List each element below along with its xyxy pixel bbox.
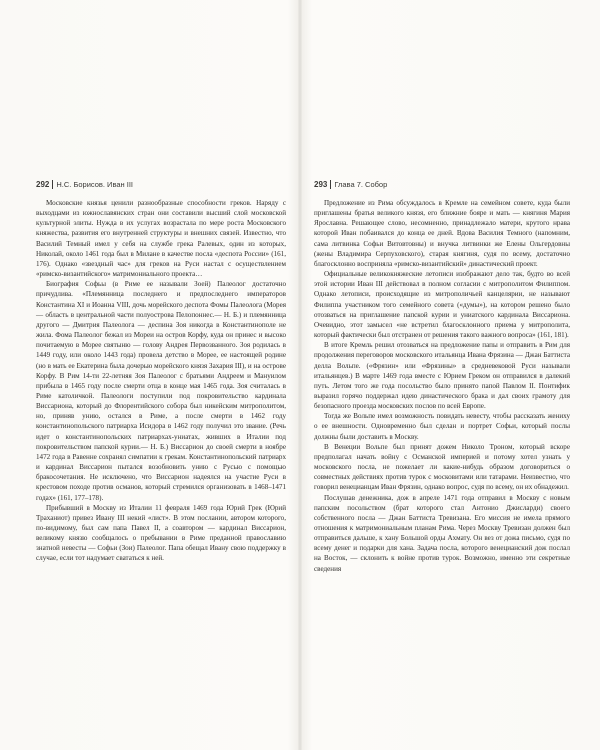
right-paragraph-1: Предложение из Рима обсуждалось в Кремле на семейном совете, куда были приглашены братья великого князя, его ближние бояре и мать — княгиня Мария Ярославна. Решающее слово, несомненно, принадлежало матери, крутого нрава которой Иван побаивался до конца ее дней. Вдова Василия Темного (напомним, сама литвинка Софьи Витовтовны) и внучка литвинки же Елены Ольгердовны (жены Владимира Серпуховского), старая княгиня, судя по всему, достаточно благосклонно восприняла «римско-византийский» династический проект.	[314, 199, 570, 268]
right-paragraph-5: В Венеции Вольпе был принят дожем Николо Троном, который вскоре предполагал начать войну с Османской империей и потому хотел узнать у московского посла, не пожелает ли какие-нибудь образом договориться о совместных действиях против турок с московитами или татарами. Неизвестно, что говорил венецианцам Иван Фрязин, однако вопрос, судя по всему, он их обнадежил.	[314, 442, 570, 492]
right-page	[302, 0, 600, 750]
left-running-head: Н.С. Борисов. Иван III	[56, 179, 133, 189]
right-running-head: Глава 7. Собор	[334, 179, 388, 189]
left-body-text	[36, 198, 286, 564]
right-body-text	[314, 198, 570, 574]
right-paragraph-3: В итоге Кремль решил отозваться на предложение папы и отправить в Рим для продолжения переговоров московского итальянца Ивана Фрязина — Джан Баттиста делла Вольпе. («Фрязин» или «Фрязины» в средневековой Руси называли итальянцев.) В марте 1469 года вместе с Юрием Греком он отправился в далекий путь. Летом того же года посольство было принято папой Павлом II. Понтифик выразил горячо поддержал идею династического брака и дал своих грамоту для безопасного проезда московских послов по всей Европе.	[314, 341, 570, 411]
right-paragraph-2: Официальные великокняжеские летописи изображают дело так, будто во всей этой истории Иван III действовал в полном согласии с митрополитом Филиппом. Однако летописи, происходящие из митрополичьей канцелярии, не называют Филиппа участником того семейного совета («думы»), на котором решено было отозваться на приглашение папской курии и униатского кардинала Виссариона. Очевидно, этот замысел «не встретил благосклонного приема у митрополита, который фактически был отстранен от решения такого важного вопроса» (161, 181).	[314, 270, 570, 340]
left-paragraph-2: Биография Софьы (в Риме ее называли Зоей) Палеолог достаточно причудлива. «Племянница последнего и предпоследнего императоров Константина XI и Иоанна VIII, дочь морейского деспота Фомы Палеолога (Морея — область в центральной части полуострова Пелопоннес.— Н. Б.) и племянница другого — Дмитрия Палеолога — деспина Зоя никогда в Константинополе не жила. Фома Палеолог бежал из Мореи на остров Корфу, куда он принес и высоко почитаемую в Морее святыню — голову Андрея Первозванного. Зоя родилась в 1449 году, или около 1443 года) провела детство в Морее, ее настоящей родине (но в мать ее Екатерина была дочерью морейского князя Захария III), и на острове Корфу. В Рим 14-ти 22-летняя Зоя Палеолог с братьями Андреем и Мануилом прибыла в 1465 году после смерти отца в конце мая 1465 года. Зоя считалась в Риме католичкой. Палеологи поступили под покровительство кардинала Виссариона, который до Флорентийского собора был никейским митрополитом, но, приняв унию, остался в Риме, а после смерти в 1462 году константинопольского патриарха Исидора в 1462 году получил это звание. (Речь идет о константинопольских патриархах-униатах, живших в Италии под покровительством папской курии.— Н. Б.) Виссарион до своей смерти в ноябре 1472 года в Равенне сохранял симпатии к грекам. Константинопольский патриарх и кардинал Виссарион пытался возобновить унию с Русью с помощью бракосочетания. Не исключено, что Виссарион надеялся на участие Руси в крестовом походе против османов, который стремился организовать в 1468–1471 годах» (161, 177–178).	[36, 280, 286, 502]
left-page-number: 292	[36, 179, 50, 189]
right-paragraph-4: Тогда же Вольпе имел возможность повидать невесту, чтобы рассказать жениху о ее внешности. Одновременно был сделан и портрет Софьи, который послы должны были доставить в Москву.	[314, 412, 570, 441]
header-separator	[52, 180, 53, 189]
header-separator	[330, 180, 331, 189]
left-paragraph-1: Московские князья ценили разнообразные способности греков. Наряду с выходцами из южнославянских стран они составили высший слой московской культурной элиты. Нужда в их услугах возрастала по мере роста Московского княжества, развития его внутренней структуры и внешних связей. Известно, что Василий Темный имел у себя на службе грека Ралевых, один из которых, Николай, около 1461 года был в Милане в качестве посла «деспота России» (161, 176). Однако «звездный час» для греков на Руси настал с осуществлением «римско-византийского» матримониального проекта…	[36, 199, 286, 279]
left-running-header	[36, 178, 133, 190]
left-paragraph-3: Прибывший в Москву из Италии 11 февраля 1469 года Юрий Грек (Юрий Траханиот) привез Ивану III некий «лист». В этом послании, автором которого, по-видимому, был сам папа Павел II, а соавтором — кардинал Виссарион, великому князю сообщалось о пребывании в Риме преданной православию знатной невесты — Софьи (Зои) Палеолог. Папа обещал Ивану свою поддержку в случае, если тот надумает свататься к ней.	[36, 503, 286, 563]
right-page-number: 293	[314, 179, 328, 189]
left-page	[0, 0, 298, 750]
right-paragraph-6: Послушав денежника, дож в апреле 1471 года отправил в Москву с новым папским посольством (брат которого стал Антонио Джисларди) своего собственного посла — Джан Баттиста Тревизана. Его миссия не имела прямого отношения к матримониальным планам Рима. Через Москву Тревизан должен был отправиться дальше, к хану Большой орды Ахмату. Он вез от дожа письмо, судя по всему денег и подарки для хана. Задача посла, которого венецианский дож послал на Восток, — склонить к войне против турок. Возможно, именно эти секретные сведения	[314, 493, 570, 573]
right-running-header	[314, 178, 387, 190]
